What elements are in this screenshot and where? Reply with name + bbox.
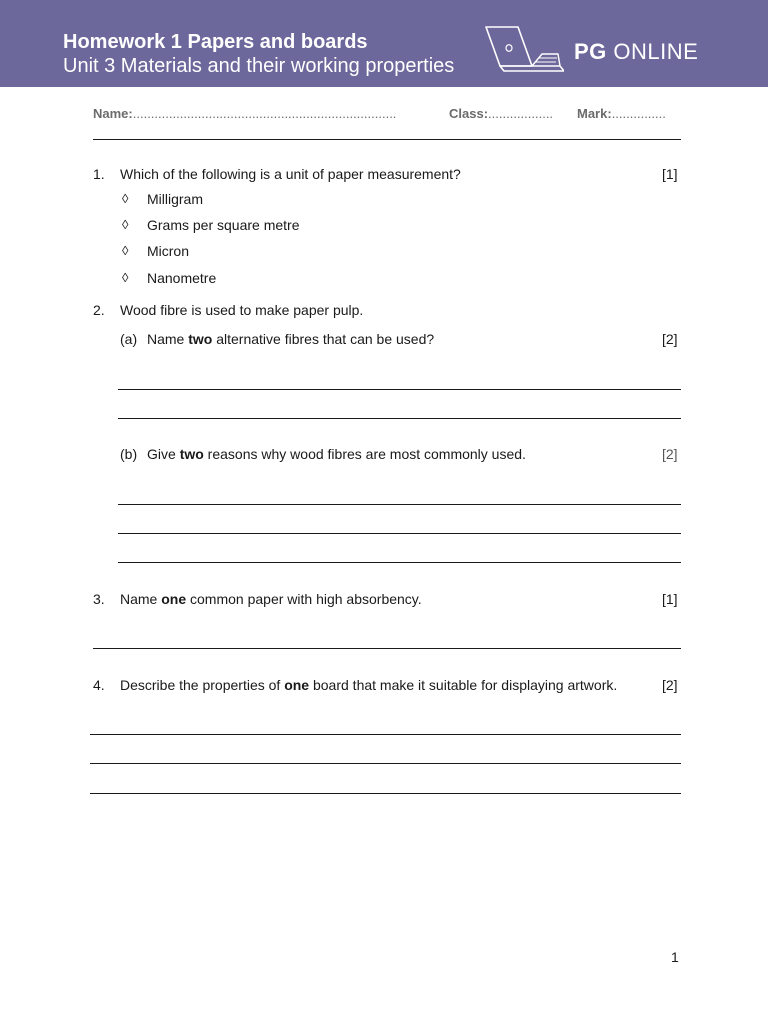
q2b-mark: [2] xyxy=(662,446,678,462)
q2a-text: Name two alternative fibres that can be used? xyxy=(147,331,435,347)
q2a-mark: [2] xyxy=(662,331,678,347)
q2-number: 2. xyxy=(93,302,105,318)
q1-option: Grams per square metre xyxy=(147,217,300,233)
answer-line[interactable] xyxy=(118,418,681,419)
option-bullet-icon: ◊ xyxy=(122,191,129,206)
q3-mark: [1] xyxy=(662,591,678,607)
option-bullet-icon: ◊ xyxy=(122,243,129,258)
q2b-label: (b) xyxy=(120,446,138,462)
laptop-icon xyxy=(482,24,564,76)
answer-line[interactable] xyxy=(118,562,681,563)
option-bullet-icon: ◊ xyxy=(122,217,129,232)
answer-line[interactable] xyxy=(118,533,681,534)
q2b-text: Give two reasons why wood fibres are most commonly used. xyxy=(147,446,526,462)
answer-line[interactable] xyxy=(90,763,681,764)
q3-text: Name one common paper with high absorbency. xyxy=(120,591,422,607)
q1-mark: [1] xyxy=(662,166,678,182)
header-divider xyxy=(93,139,681,140)
name-field: Name:......................................................................... xyxy=(93,106,397,121)
header-banner xyxy=(0,0,768,87)
q1-text: Which of the following is a unit of paper measurement? xyxy=(120,166,461,182)
answer-line[interactable] xyxy=(90,734,681,735)
q4-number: 4. xyxy=(93,677,105,693)
answer-line[interactable] xyxy=(93,648,681,649)
unit-subtitle: Unit 3 Materials and their working properties xyxy=(63,55,455,77)
option-bullet-icon: ◊ xyxy=(122,270,129,285)
answer-line[interactable] xyxy=(90,793,681,794)
q1-option: Nanometre xyxy=(147,270,217,286)
class-field: Class:.................. xyxy=(449,106,554,121)
name-label: Name: xyxy=(93,106,133,121)
q1-option: Micron xyxy=(147,243,190,259)
q2a-label: (a) xyxy=(120,331,138,347)
q1-option: Milligram xyxy=(147,191,203,207)
mark-label: Mark: xyxy=(577,106,612,121)
answer-line[interactable] xyxy=(118,504,681,505)
homework-title: Homework 1 Papers and boards xyxy=(63,31,368,53)
q4-text: Describe the properties of one board that make it suitable for displaying artwork. xyxy=(120,677,618,693)
pg-online-logo: PG ONLINE xyxy=(574,39,699,64)
answer-line[interactable] xyxy=(118,389,681,390)
q3-number: 3. xyxy=(93,591,105,607)
page-number: 1 xyxy=(671,949,679,965)
class-label: Class: xyxy=(449,106,489,121)
mark-field: Mark:............... xyxy=(577,106,666,121)
q2-text: Wood fibre is used to make paper pulp. xyxy=(120,302,364,318)
q1-number: 1. xyxy=(93,166,105,182)
q4-mark: [2] xyxy=(662,677,678,693)
